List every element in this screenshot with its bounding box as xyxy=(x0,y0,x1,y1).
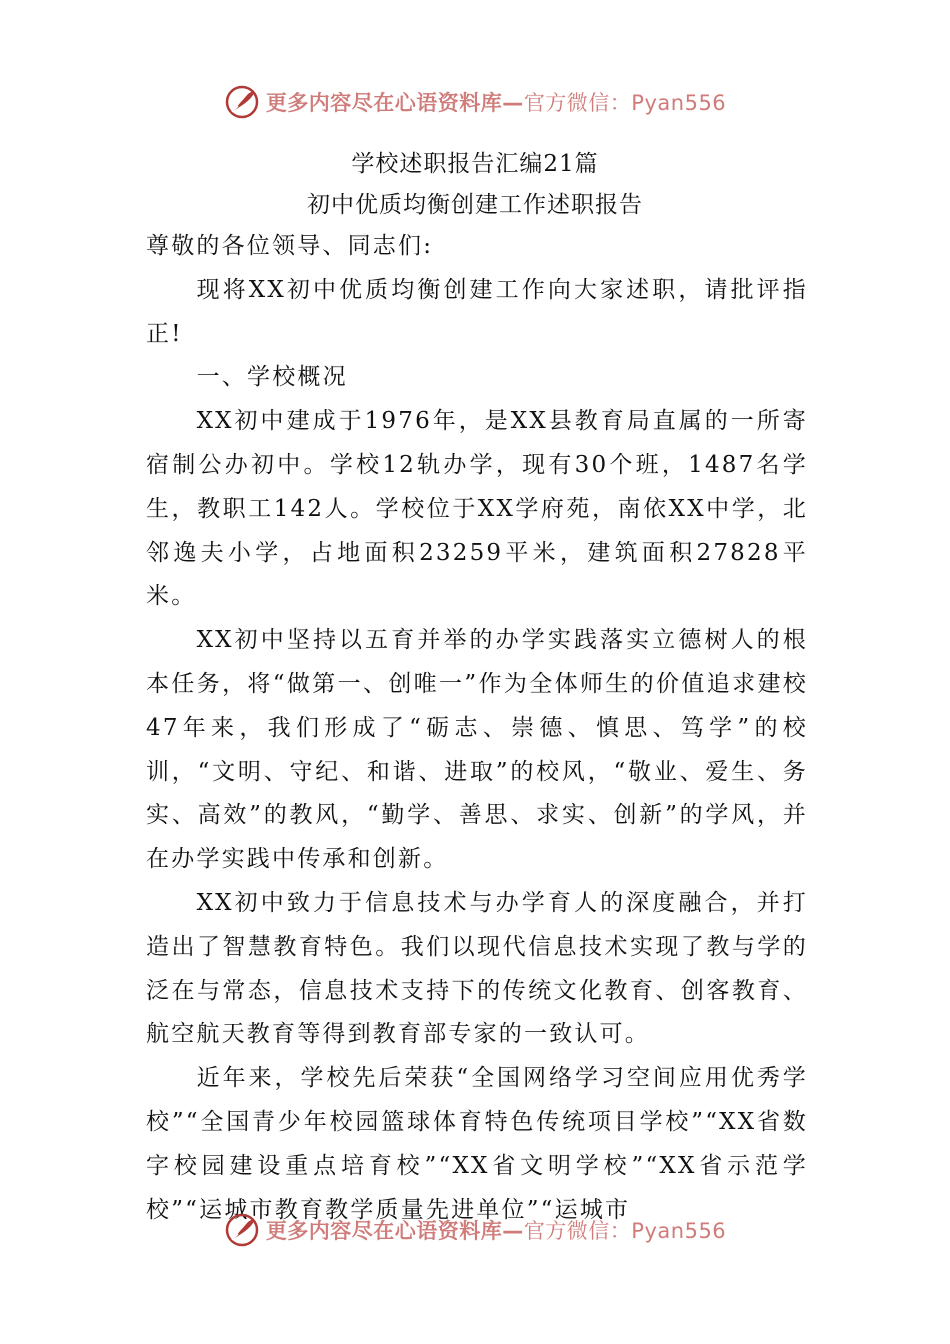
watermark-banner-top xyxy=(0,82,950,122)
paragraph: 现将XX初中优质均衡创建工作向大家述职，请批评指正! xyxy=(146,276,808,347)
watermark-text: 更多内容尽在心语资料库—官方微信：Pyan556 xyxy=(265,91,727,115)
paragraph: XX初中致力于信息技术与办学育人的深度融合，并打造出了智慧教育特色。我们以现代信息技术实现了教与学的泛在与常态，信息技术支持下的传统文化教育、创客教育、航空航天教育等得到教育部专家的一致认可。 xyxy=(146,889,808,1048)
quill-logo-icon xyxy=(224,84,260,120)
watermark-text: 更多内容尽在心语资料库—官方微信：Pyan556 xyxy=(265,1219,727,1243)
document-body xyxy=(146,225,808,1232)
quill-logo-icon xyxy=(224,1212,260,1248)
document-subtitle: 初中优质均衡创建工作述职报告 xyxy=(307,192,643,218)
watermark-banner-bottom xyxy=(0,1210,950,1250)
paragraph: XX初中坚持以五育并举的办学实践落实立德树人的根本任务，将“做第一、创唯一”作为全体师生的价值追求建校47年来，我们形成了“砺志、崇德、慎思、笃学”的校训，“文明、守纪、和谐、进取”的校风，“敬业、爱生、务实、高效”的教风，“勤学、善思、求实、创新”的学风，并在办学实践中传承和创新。 xyxy=(146,627,808,873)
salutation: 尊敬的各位领导、同志们: xyxy=(146,233,434,259)
document-title: 学校述职报告汇编21篇 xyxy=(351,151,599,177)
section-heading: 一、学校概况 xyxy=(196,364,348,391)
paragraph: 近年来，学校先后荣获“全国网络学习空间应用优秀学校”“全国青少年校园篮球体育特色传统项目学校”“XX省数字校园建设重点培育校”“XX省文明学校”“XX省示范学校”“运城市教育教学质量先进单位”“运城市 xyxy=(146,1065,808,1223)
paragraph: XX初中建成于1976年，是XX县教育局直属的一所寄宿制公办初中。学校12轨办学，现有30个班，1487名学生，教职工142人。学校位于XX学府苑，南依XX中学，北邻逸夫小学，占地面积23259平米，建筑面积27828平米。 xyxy=(146,408,808,610)
